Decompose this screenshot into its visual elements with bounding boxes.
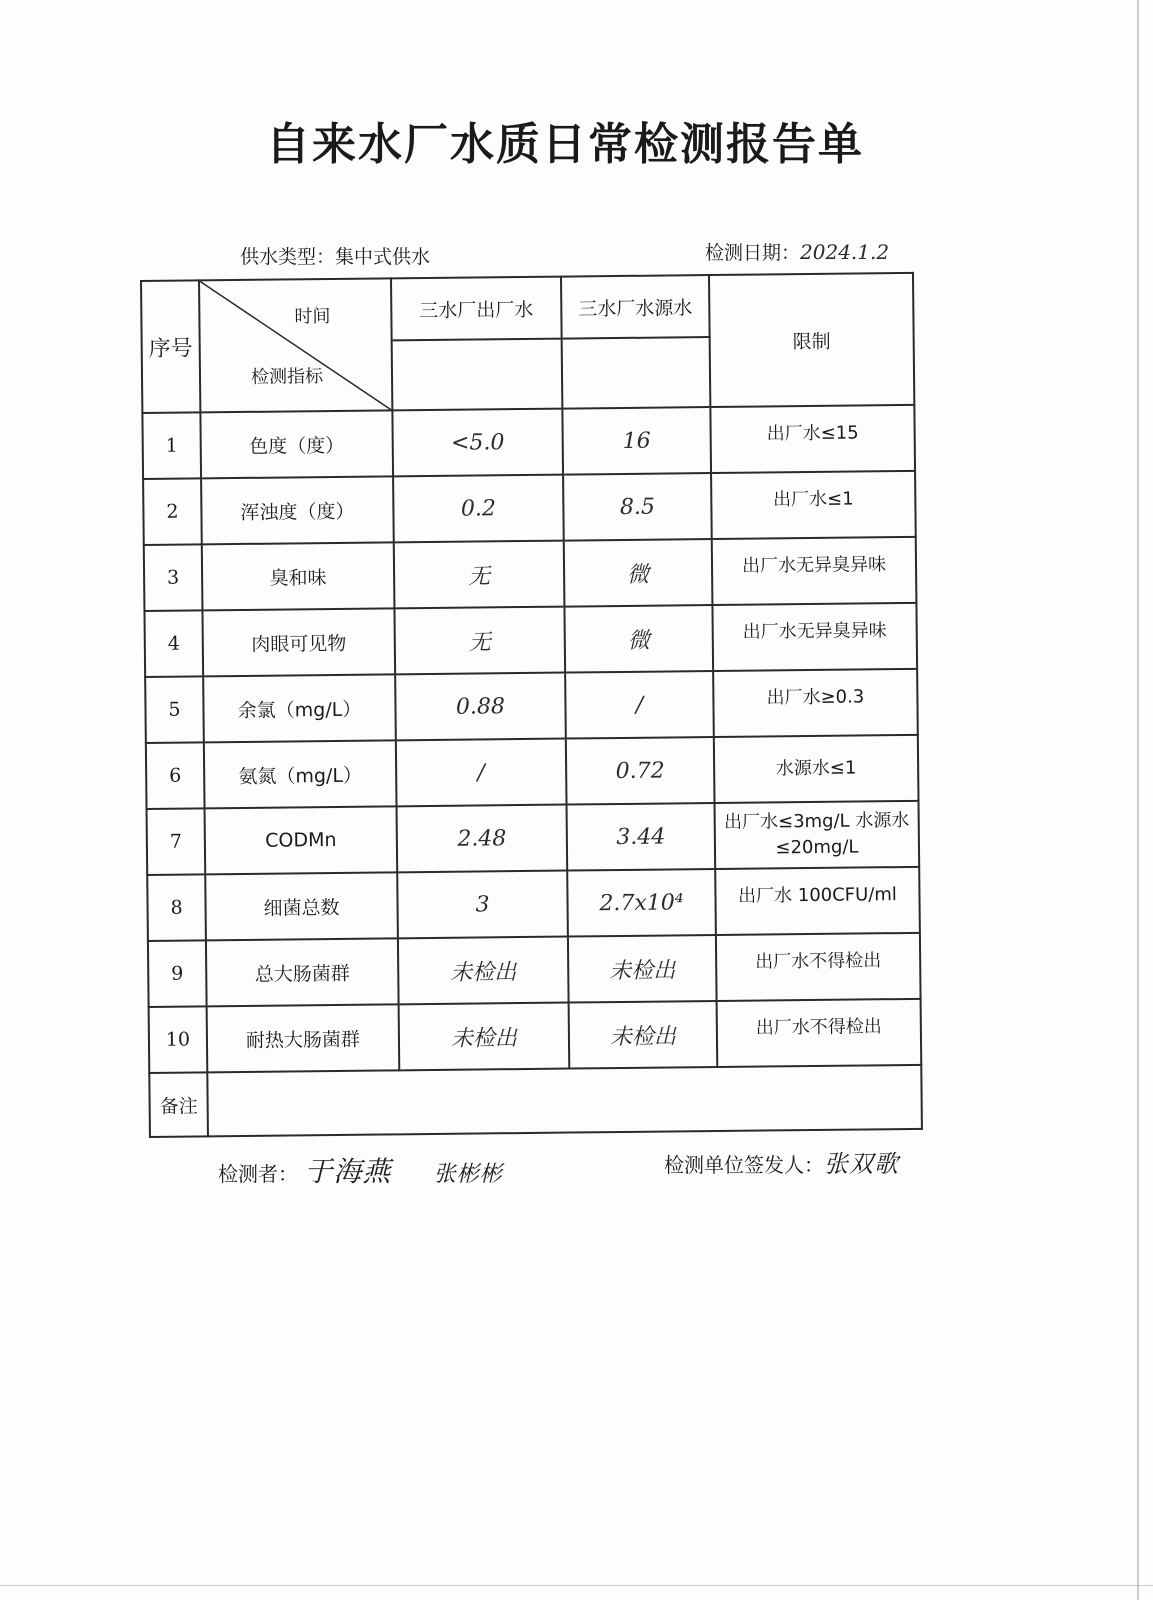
row-indicator: 肉眼可见物 (202, 608, 395, 676)
diagonal-header (200, 279, 391, 411)
row-source-value: 3.44 (567, 803, 716, 871)
row-limit: 出厂水不得检出 (717, 999, 922, 1067)
row-seq: 5 (145, 676, 204, 743)
row-seq: 7 (147, 808, 206, 875)
tester-signature-2: 张彬彬 (433, 1162, 503, 1187)
row-limit: 出厂水≥0.3 (713, 669, 918, 737)
row-seq: 4 (144, 610, 203, 677)
table-row (147, 867, 920, 941)
row-seq: 1 (142, 412, 201, 479)
table-row (148, 933, 921, 1007)
test-date-value: 2024.1.2 (800, 240, 890, 264)
table-row (144, 603, 917, 677)
tester-signature-1: 于海燕 (304, 1155, 392, 1188)
table-row (145, 669, 918, 743)
row-source-value: 未检出 (568, 935, 717, 1003)
header-outlet: 三水厂出厂水 (391, 277, 562, 341)
row-seq: 6 (146, 742, 205, 809)
row-limit: 出厂水≤15 (710, 405, 915, 473)
table-row (149, 999, 922, 1073)
table-row (147, 801, 920, 875)
issuer-label: 检测单位签发人： (664, 1153, 824, 1177)
row-outlet-value: / (396, 739, 567, 807)
row-source-value: 微 (564, 605, 713, 673)
tester-section (218, 1150, 503, 1190)
table-row (143, 471, 916, 545)
row-indicator: 浑浊度（度） (201, 476, 394, 544)
row-indicator: 细菌总数 (205, 872, 398, 940)
header-source-blank (562, 337, 711, 409)
row-indicator: 耐热大肠菌群 (207, 1004, 400, 1072)
row-indicator: CODMn (205, 806, 398, 874)
row-outlet-value: 2.48 (397, 805, 568, 873)
table-row (144, 537, 917, 611)
header-outlet-blank (392, 339, 563, 411)
row-outlet-value: 无 (394, 541, 565, 609)
row-indicator: 色度（度） (200, 410, 393, 478)
header-indicator: 检测指标 (250, 366, 324, 388)
remark-row (149, 1065, 922, 1137)
supply-type (240, 242, 430, 269)
table-header-row (141, 273, 914, 343)
row-outlet-value: 0.88 (395, 673, 566, 741)
row-source-value: 8.5 (563, 473, 712, 541)
row-outlet-value: 无 (394, 607, 565, 675)
header-time: 时间 (294, 306, 331, 328)
scan-edge-bottom (0, 1585, 1153, 1586)
row-limit: 水源水≤1 (714, 735, 919, 803)
row-limit: 出厂水 100CFU/ml (715, 867, 920, 935)
row-seq: 2 (143, 478, 202, 545)
report-table-wrapper (140, 272, 921, 1138)
row-limit: 出厂水无异臭异味 (712, 603, 917, 671)
issuer-section (664, 1144, 899, 1179)
row-seq: 3 (144, 544, 203, 611)
row-outlet-value: 未检出 (399, 1003, 570, 1071)
row-seq: 9 (148, 940, 207, 1007)
header-diagonal-cell (199, 278, 392, 412)
header-seq: 序号 (141, 280, 200, 413)
row-limit: 出厂水≤1 (711, 471, 916, 539)
row-limit: 出厂水不得检出 (716, 933, 921, 1001)
row-seq: 10 (149, 1006, 208, 1073)
row-indicator: 臭和味 (202, 542, 395, 610)
test-date (705, 238, 889, 265)
supply-type-value: 集中式供水 (335, 246, 431, 268)
remark-label: 备注 (149, 1072, 208, 1137)
row-source-value: 0.72 (566, 737, 715, 805)
row-outlet-value: 3 (397, 871, 568, 939)
header-source: 三水厂水源水 (561, 275, 710, 339)
row-source-value: 16 (562, 407, 711, 475)
row-indicator: 总大肠菌群 (206, 938, 399, 1006)
row-indicator: 氨氮（mg/L） (204, 740, 397, 808)
row-limit: 出厂水无异臭异味 (712, 537, 917, 605)
tester-label: 检测者： (218, 1162, 298, 1186)
row-limit: 出厂水≤3mg/L 水源水≤20mg/L (715, 801, 920, 869)
scan-edge-right (1137, 0, 1139, 1600)
row-seq: 8 (147, 874, 206, 941)
document-title: 自来水厂水质日常检测报告单 (266, 119, 864, 170)
diagonal-line (200, 279, 393, 413)
row-indicator: 余氯（mg/L） (203, 674, 396, 742)
header-limit: 限制 (709, 273, 914, 407)
row-outlet-value: 0.2 (393, 475, 564, 543)
test-date-label: 检测日期： (705, 242, 801, 264)
issuer-signature: 张双歌 (824, 1150, 899, 1178)
supply-type-label: 供水类型： (240, 246, 336, 268)
row-source-value: / (565, 671, 714, 739)
row-source-value: 未检出 (569, 1001, 718, 1069)
row-source-value: 微 (564, 539, 713, 607)
row-outlet-value: <5.0 (392, 409, 563, 477)
table-row (142, 405, 915, 479)
table-row (146, 735, 919, 809)
remark-value (207, 1065, 922, 1136)
row-outlet-value: 未检出 (398, 937, 569, 1005)
row-source-value: 2.7x10⁴ (567, 869, 716, 937)
report-table (140, 272, 923, 1138)
